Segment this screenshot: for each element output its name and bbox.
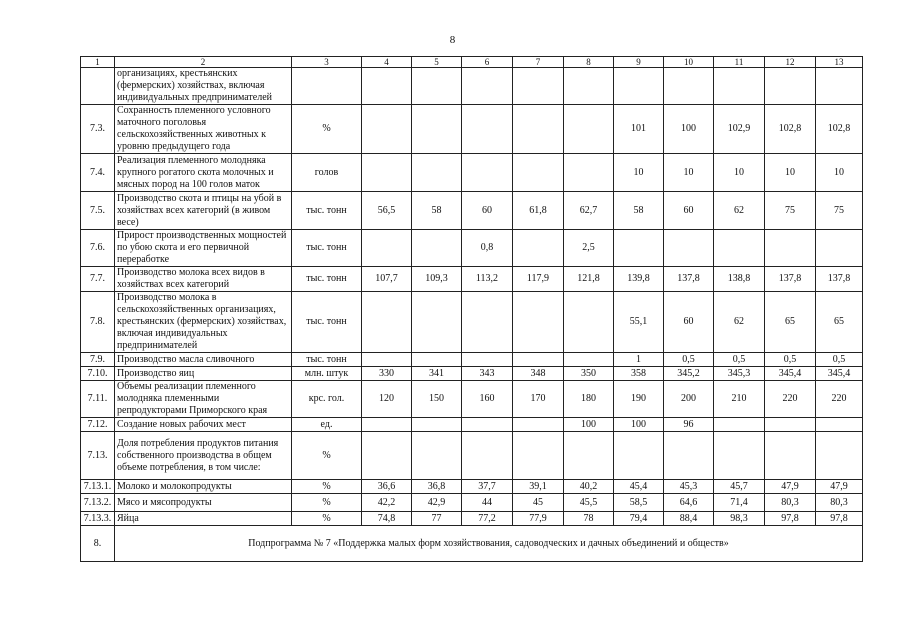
- value-cell: [362, 154, 412, 192]
- value-cell: 64,6: [664, 494, 714, 512]
- row-number: 7.11.: [81, 381, 115, 418]
- value-cell: [462, 68, 513, 105]
- row-number: 7.13.1.: [81, 480, 115, 494]
- header-row: [81, 57, 863, 68]
- value-cell: [513, 418, 564, 432]
- table-row: [81, 230, 863, 267]
- value-cell: [412, 230, 462, 267]
- value-cell: 343: [462, 367, 513, 381]
- value-cell: 77,2: [462, 512, 513, 526]
- row-unit: крс. гол.: [292, 381, 362, 418]
- value-cell: [714, 418, 765, 432]
- value-cell: 58: [614, 192, 664, 230]
- table-row: [81, 480, 863, 494]
- row-description: Реализация племенного молодняка крупного рогатого скота молочных и мясных пород на 100 голов маток: [115, 154, 292, 192]
- row-unit: %: [292, 105, 362, 154]
- row-number: 7.8.: [81, 292, 115, 353]
- value-cell: [513, 292, 564, 353]
- value-cell: [816, 230, 863, 267]
- value-cell: 40,2: [564, 480, 614, 494]
- value-cell: 10: [714, 154, 765, 192]
- value-cell: [362, 432, 412, 480]
- row-number: [81, 68, 115, 105]
- value-cell: [564, 68, 614, 105]
- row-description: Производство молока в сельскохозяйственных организациях, крестьянских (фермерских) хозяйствах, включая индивидуальных предпринимателей: [115, 292, 292, 353]
- value-cell: [513, 105, 564, 154]
- value-cell: 45,7: [714, 480, 765, 494]
- value-cell: 62,7: [564, 192, 614, 230]
- header-cell: 5: [412, 57, 462, 68]
- value-cell: 80,3: [816, 494, 863, 512]
- value-cell: [765, 432, 816, 480]
- value-cell: 58: [412, 192, 462, 230]
- row-unit: тыс. тонн: [292, 292, 362, 353]
- row-number: 7.10.: [81, 367, 115, 381]
- value-cell: 97,8: [816, 512, 863, 526]
- value-cell: 45,4: [614, 480, 664, 494]
- value-cell: 345,4: [816, 367, 863, 381]
- value-cell: 117,9: [513, 267, 564, 292]
- value-cell: 10: [816, 154, 863, 192]
- value-cell: [564, 292, 614, 353]
- table-row: [81, 353, 863, 367]
- value-cell: 45,3: [664, 480, 714, 494]
- value-cell: 60: [462, 192, 513, 230]
- row-number: 7.13.: [81, 432, 115, 480]
- value-cell: 39,1: [513, 480, 564, 494]
- value-cell: 45: [513, 494, 564, 512]
- row-number: 7.12.: [81, 418, 115, 432]
- value-cell: [362, 105, 412, 154]
- value-cell: [462, 353, 513, 367]
- value-cell: 102,9: [714, 105, 765, 154]
- value-cell: [564, 154, 614, 192]
- table-row: [81, 267, 863, 292]
- value-cell: 139,8: [614, 267, 664, 292]
- value-cell: [513, 353, 564, 367]
- value-cell: 2,5: [564, 230, 614, 267]
- row-description: Сохранность племенного условного маточного поголовья сельскохозяйственных животных к уровню предыдущего года: [115, 105, 292, 154]
- table-row: [81, 192, 863, 230]
- value-cell: [614, 230, 664, 267]
- table-row: [81, 512, 863, 526]
- row-number: 7.9.: [81, 353, 115, 367]
- value-cell: 47,9: [765, 480, 816, 494]
- value-cell: [462, 432, 513, 480]
- value-cell: [412, 68, 462, 105]
- value-cell: 61,8: [513, 192, 564, 230]
- header-cell: 3: [292, 57, 362, 68]
- table-row: [81, 292, 863, 353]
- value-cell: [714, 68, 765, 105]
- value-cell: 75: [816, 192, 863, 230]
- value-cell: [513, 230, 564, 267]
- value-cell: 78: [564, 512, 614, 526]
- value-cell: 62: [714, 192, 765, 230]
- value-cell: 345,4: [765, 367, 816, 381]
- value-cell: 0,8: [462, 230, 513, 267]
- value-cell: 220: [816, 381, 863, 418]
- value-cell: 330: [362, 367, 412, 381]
- value-cell: [462, 292, 513, 353]
- value-cell: 98,3: [714, 512, 765, 526]
- table-row: [81, 154, 863, 192]
- value-cell: 36,8: [412, 480, 462, 494]
- subprogram-number: 8.: [81, 526, 115, 562]
- value-cell: [513, 432, 564, 480]
- row-unit: тыс. тонн: [292, 192, 362, 230]
- value-cell: [362, 292, 412, 353]
- value-cell: 138,8: [714, 267, 765, 292]
- header-cell: 10: [664, 57, 714, 68]
- value-cell: 100: [614, 418, 664, 432]
- row-number: 7.3.: [81, 105, 115, 154]
- row-description: Производство яиц: [115, 367, 292, 381]
- value-cell: 220: [765, 381, 816, 418]
- row-description: Объемы реализации племенного молодняка племенными репродукторами Приморского края: [115, 381, 292, 418]
- value-cell: 180: [564, 381, 614, 418]
- value-cell: [564, 353, 614, 367]
- value-cell: [614, 68, 664, 105]
- row-description: Яйца: [115, 512, 292, 526]
- value-cell: 0,5: [714, 353, 765, 367]
- value-cell: 60: [664, 292, 714, 353]
- row-description: Производство скота и птицы на убой в хозяйствах всех категорий (в живом весе): [115, 192, 292, 230]
- table-row: [81, 418, 863, 432]
- value-cell: 137,8: [664, 267, 714, 292]
- row-number: 7.7.: [81, 267, 115, 292]
- value-cell: 348: [513, 367, 564, 381]
- value-cell: 210: [714, 381, 765, 418]
- row-unit: %: [292, 512, 362, 526]
- value-cell: 56,5: [362, 192, 412, 230]
- value-cell: 77: [412, 512, 462, 526]
- value-cell: 42,2: [362, 494, 412, 512]
- value-cell: 75: [765, 192, 816, 230]
- value-cell: 96: [664, 418, 714, 432]
- value-cell: [664, 432, 714, 480]
- value-cell: 10: [614, 154, 664, 192]
- value-cell: 137,8: [816, 267, 863, 292]
- value-cell: [462, 418, 513, 432]
- value-cell: 121,8: [564, 267, 614, 292]
- value-cell: 65: [765, 292, 816, 353]
- value-cell: [765, 230, 816, 267]
- value-cell: 190: [614, 381, 664, 418]
- value-cell: 74,8: [362, 512, 412, 526]
- value-cell: 88,4: [664, 512, 714, 526]
- value-cell: [412, 432, 462, 480]
- row-unit: голов: [292, 154, 362, 192]
- value-cell: 358: [614, 367, 664, 381]
- value-cell: 45,5: [564, 494, 614, 512]
- value-cell: 62: [714, 292, 765, 353]
- value-cell: 58,5: [614, 494, 664, 512]
- value-cell: [513, 68, 564, 105]
- row-unit: %: [292, 432, 362, 480]
- value-cell: 120: [362, 381, 412, 418]
- value-cell: 71,4: [714, 494, 765, 512]
- header-cell: 13: [816, 57, 863, 68]
- value-cell: 109,3: [412, 267, 462, 292]
- value-cell: [362, 353, 412, 367]
- header-cell: 1: [81, 57, 115, 68]
- header-cell: 9: [614, 57, 664, 68]
- table-row: [81, 432, 863, 480]
- value-cell: 0,5: [664, 353, 714, 367]
- table-row: [81, 381, 863, 418]
- row-unit: %: [292, 494, 362, 512]
- row-description: Мясо и мясопродукты: [115, 494, 292, 512]
- value-cell: 77,9: [513, 512, 564, 526]
- value-cell: [564, 105, 614, 154]
- value-cell: 137,8: [765, 267, 816, 292]
- value-cell: [816, 418, 863, 432]
- row-number: 7.5.: [81, 192, 115, 230]
- value-cell: 65: [816, 292, 863, 353]
- row-unit: тыс. тонн: [292, 353, 362, 367]
- header-cell: 12: [765, 57, 816, 68]
- value-cell: 345,3: [714, 367, 765, 381]
- value-cell: [714, 432, 765, 480]
- value-cell: [816, 68, 863, 105]
- row-unit: тыс. тонн: [292, 267, 362, 292]
- value-cell: 100: [664, 105, 714, 154]
- value-cell: [362, 68, 412, 105]
- row-description: Производство масла сливочного: [115, 353, 292, 367]
- header-cell: 2: [115, 57, 292, 68]
- value-cell: [513, 154, 564, 192]
- row-description: Молоко и молокопродукты: [115, 480, 292, 494]
- value-cell: [362, 418, 412, 432]
- value-cell: [714, 230, 765, 267]
- header-cell: 7: [513, 57, 564, 68]
- value-cell: 170: [513, 381, 564, 418]
- value-cell: 10: [664, 154, 714, 192]
- row-description: Доля потребления продуктов питания собственного производства в общем объеме потребления, в том числе:: [115, 432, 292, 480]
- value-cell: 60: [664, 192, 714, 230]
- value-cell: 47,9: [816, 480, 863, 494]
- indicators-table: [80, 56, 863, 562]
- value-cell: 97,8: [765, 512, 816, 526]
- value-cell: 107,7: [362, 267, 412, 292]
- value-cell: 42,9: [412, 494, 462, 512]
- value-cell: 101: [614, 105, 664, 154]
- value-cell: [765, 68, 816, 105]
- value-cell: [362, 230, 412, 267]
- header-cell: 8: [564, 57, 614, 68]
- value-cell: [412, 353, 462, 367]
- value-cell: 37,7: [462, 480, 513, 494]
- subprogram-row: [81, 526, 863, 562]
- value-cell: [816, 432, 863, 480]
- value-cell: 36,6: [362, 480, 412, 494]
- value-cell: 55,1: [614, 292, 664, 353]
- row-number: 7.13.3.: [81, 512, 115, 526]
- row-description: Производство молока всех видов в хозяйствах всех категорий: [115, 267, 292, 292]
- value-cell: 102,8: [765, 105, 816, 154]
- value-cell: 80,3: [765, 494, 816, 512]
- value-cell: [412, 292, 462, 353]
- value-cell: [462, 105, 513, 154]
- value-cell: 160: [462, 381, 513, 418]
- value-cell: 350: [564, 367, 614, 381]
- value-cell: 1: [614, 353, 664, 367]
- value-cell: 150: [412, 381, 462, 418]
- value-cell: [412, 105, 462, 154]
- value-cell: 102,8: [816, 105, 863, 154]
- table-row: [81, 105, 863, 154]
- row-unit: [292, 68, 362, 105]
- row-number: 7.13.2.: [81, 494, 115, 512]
- value-cell: [765, 418, 816, 432]
- value-cell: [412, 154, 462, 192]
- row-description: Создание новых рабочих мест: [115, 418, 292, 432]
- header-cell: 6: [462, 57, 513, 68]
- subprogram-title: Подпрограмма № 7 «Поддержка малых форм хозяйствования, садоводческих и дачных объединений и обществ»: [115, 526, 863, 562]
- value-cell: [664, 230, 714, 267]
- row-unit: млн. штук: [292, 367, 362, 381]
- page-number: 8: [449, 34, 456, 46]
- header-cell: 11: [714, 57, 765, 68]
- row-unit: тыс. тонн: [292, 230, 362, 267]
- row-number: 7.6.: [81, 230, 115, 267]
- header-cell: 4: [362, 57, 412, 68]
- value-cell: 79,4: [614, 512, 664, 526]
- row-description: организациях, крестьянских (фермерских) хозяйствах, включая индивидуальных предпринимателей: [115, 68, 292, 105]
- row-unit: %: [292, 480, 362, 494]
- value-cell: 100: [564, 418, 614, 432]
- value-cell: [412, 418, 462, 432]
- value-cell: 10: [765, 154, 816, 192]
- value-cell: 44: [462, 494, 513, 512]
- value-cell: 0,5: [816, 353, 863, 367]
- row-description: Прирост производственных мощностей по убою скота и его первичной переработке: [115, 230, 292, 267]
- value-cell: 341: [412, 367, 462, 381]
- value-cell: [664, 68, 714, 105]
- row-number: 7.4.: [81, 154, 115, 192]
- value-cell: 200: [664, 381, 714, 418]
- table-row: [81, 494, 863, 512]
- row-unit: ед.: [292, 418, 362, 432]
- value-cell: 345,2: [664, 367, 714, 381]
- table-row: [81, 68, 863, 105]
- table-row: [81, 367, 863, 381]
- value-cell: 0,5: [765, 353, 816, 367]
- value-cell: 113,2: [462, 267, 513, 292]
- value-cell: [462, 154, 513, 192]
- value-cell: [564, 432, 614, 480]
- value-cell: [614, 432, 664, 480]
